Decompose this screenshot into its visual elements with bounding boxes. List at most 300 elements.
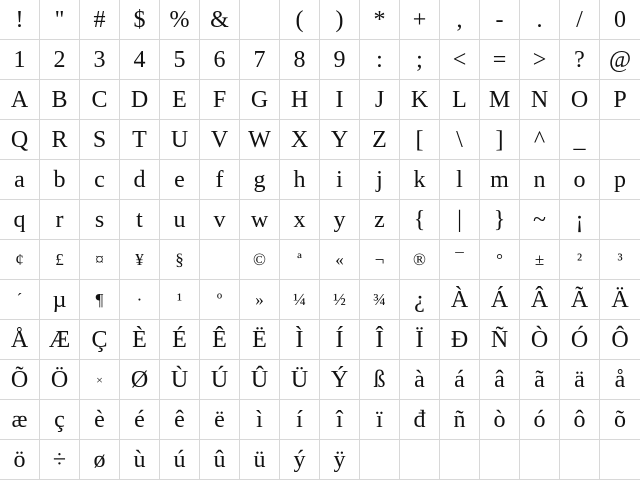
- glyph-cell[interactable]: [120, 40, 160, 80]
- glyph-cell[interactable]: [320, 320, 360, 360]
- glyph-cell[interactable]: [80, 160, 120, 200]
- glyph-cell[interactable]: [360, 160, 400, 200]
- glyph-character: 7: [253, 46, 266, 73]
- glyph-cell[interactable]: [40, 320, 80, 360]
- glyph-cell[interactable]: [600, 280, 640, 320]
- glyph-character: ¯: [455, 250, 464, 269]
- glyph-character: ÷: [52, 446, 67, 473]
- glyph-cell[interactable]: [480, 200, 520, 240]
- glyph-cell[interactable]: [240, 0, 280, 40]
- glyph-cell[interactable]: [0, 360, 40, 400]
- glyph-cell[interactable]: [480, 360, 520, 400]
- glyph-cell[interactable]: [320, 160, 360, 200]
- glyph-cell[interactable]: [160, 200, 200, 240]
- glyph-cell[interactable]: [280, 320, 320, 360]
- glyph-cell[interactable]: [560, 120, 600, 160]
- glyph-character: î: [336, 406, 343, 433]
- glyph-cell[interactable]: [440, 40, 480, 80]
- glyph-character: Q: [10, 126, 29, 153]
- glyph-cell[interactable]: [400, 320, 440, 360]
- glyph-cell[interactable]: [600, 440, 640, 480]
- glyph-character: ú: [173, 446, 186, 473]
- glyph-character: §: [175, 250, 184, 269]
- glyph-cell[interactable]: [480, 320, 520, 360]
- glyph-cell[interactable]: [360, 80, 400, 120]
- glyph-cell[interactable]: [440, 240, 480, 280]
- glyph-character: x: [293, 206, 306, 233]
- glyph-cell[interactable]: [560, 320, 600, 360]
- glyph-cell[interactable]: [280, 120, 320, 160]
- glyph-cell[interactable]: [0, 280, 40, 320]
- glyph-cell[interactable]: [480, 240, 520, 280]
- glyph-cell[interactable]: [80, 40, 120, 80]
- glyph-cell[interactable]: [560, 80, 600, 120]
- glyph-character: â: [494, 366, 505, 393]
- glyph-character: E: [172, 86, 187, 113]
- glyph-character: Z: [372, 126, 387, 153]
- glyph-character: S: [92, 126, 107, 153]
- glyph-character: H: [290, 86, 309, 113]
- glyph-cell[interactable]: [120, 440, 160, 480]
- glyph-cell[interactable]: [280, 160, 320, 200]
- glyph-cell[interactable]: [400, 40, 440, 80]
- glyph-cell[interactable]: [200, 400, 240, 440]
- glyph-cell[interactable]: [440, 440, 480, 480]
- glyph-character: å: [614, 366, 626, 393]
- glyph-cell[interactable]: [400, 160, 440, 200]
- glyph-character: X: [290, 126, 309, 153]
- glyph-cell[interactable]: [360, 120, 400, 160]
- glyph-cell[interactable]: [520, 0, 560, 40]
- glyph-cell[interactable]: [200, 440, 240, 480]
- glyph-character: k: [413, 166, 426, 193]
- glyph-cell[interactable]: [240, 200, 280, 240]
- glyph-cell[interactable]: [80, 200, 120, 240]
- glyph-character: đ: [413, 406, 426, 433]
- glyph-character: ä: [574, 366, 585, 393]
- glyph-cell[interactable]: [40, 160, 80, 200]
- glyph-cell[interactable]: [320, 120, 360, 160]
- glyph-cell[interactable]: [200, 360, 240, 400]
- glyph-cell[interactable]: [480, 0, 520, 40]
- glyph-cell[interactable]: [600, 40, 640, 80]
- glyph-cell[interactable]: [520, 440, 560, 480]
- glyph-cell[interactable]: [0, 240, 40, 280]
- glyph-cell[interactable]: [360, 280, 400, 320]
- glyph-cell[interactable]: [240, 240, 280, 280]
- glyph-cell[interactable]: [360, 400, 400, 440]
- glyph-cell[interactable]: [320, 80, 360, 120]
- glyph-character: ö: [13, 446, 26, 473]
- glyph-character: Ö: [50, 366, 69, 393]
- glyph-character: W: [248, 126, 271, 153]
- glyph-character: +: [412, 6, 427, 33]
- glyph-cell[interactable]: [160, 320, 200, 360]
- glyph-character: Æ: [48, 326, 71, 353]
- glyph-cell[interactable]: [120, 200, 160, 240]
- glyph-cell[interactable]: [400, 0, 440, 40]
- glyph-cell[interactable]: [520, 360, 560, 400]
- glyph-character: ý: [293, 446, 306, 473]
- glyph-cell[interactable]: [520, 200, 560, 240]
- glyph-character: O: [570, 86, 589, 113]
- glyph-cell[interactable]: [120, 160, 160, 200]
- glyph-character: Ñ: [490, 326, 509, 353]
- glyph-cell[interactable]: [440, 320, 480, 360]
- glyph-cell[interactable]: [40, 240, 80, 280]
- glyph-character: á: [454, 366, 465, 393]
- glyph-cell[interactable]: [120, 280, 160, 320]
- glyph-character: n: [533, 166, 546, 193]
- glyph-cell[interactable]: [80, 360, 120, 400]
- glyph-character: ¼: [293, 290, 306, 309]
- glyph-character: £: [55, 250, 64, 269]
- glyph-cell[interactable]: [0, 200, 40, 240]
- glyph-character: ë: [214, 406, 225, 433]
- glyph-cell[interactable]: [280, 0, 320, 40]
- glyph-cell[interactable]: [160, 40, 200, 80]
- glyph-cell[interactable]: [240, 440, 280, 480]
- glyph-cell[interactable]: [480, 160, 520, 200]
- glyph-cell[interactable]: [200, 40, 240, 80]
- glyph-cell[interactable]: [80, 0, 120, 40]
- glyph-cell[interactable]: [560, 160, 600, 200]
- glyph-character: ¹: [176, 290, 183, 309]
- glyph-cell[interactable]: [600, 200, 640, 240]
- glyph-cell[interactable]: [200, 0, 240, 40]
- glyph-cell[interactable]: [120, 80, 160, 120]
- glyph-cell[interactable]: [320, 280, 360, 320]
- glyph-cell[interactable]: [120, 400, 160, 440]
- glyph-cell[interactable]: [40, 200, 80, 240]
- glyph-cell[interactable]: [280, 440, 320, 480]
- glyph-character: ]: [495, 126, 504, 153]
- glyph-cell[interactable]: [480, 280, 520, 320]
- glyph-character: ): [335, 6, 344, 33]
- glyph-cell[interactable]: [120, 240, 160, 280]
- glyph-character: p: [614, 166, 626, 193]
- glyph-cell[interactable]: [200, 80, 240, 120]
- glyph-cell[interactable]: [600, 160, 640, 200]
- glyph-cell[interactable]: [560, 0, 600, 40]
- glyph-cell[interactable]: [360, 40, 400, 80]
- glyph-cell[interactable]: [0, 320, 40, 360]
- glyph-cell[interactable]: [240, 120, 280, 160]
- glyph-character: ò: [493, 406, 506, 433]
- glyph-cell[interactable]: [0, 0, 40, 40]
- glyph-cell[interactable]: [40, 280, 80, 320]
- glyph-cell[interactable]: [280, 360, 320, 400]
- glyph-cell[interactable]: [0, 40, 40, 80]
- glyph-cell[interactable]: [0, 440, 40, 480]
- glyph-character: ê: [174, 406, 185, 433]
- glyph-cell[interactable]: [520, 240, 560, 280]
- glyph-character: û: [213, 446, 226, 473]
- glyph-character: 6: [213, 46, 226, 73]
- glyph-cell[interactable]: [400, 120, 440, 160]
- glyph-cell[interactable]: [320, 200, 360, 240]
- glyph-cell[interactable]: [160, 280, 200, 320]
- glyph-character: Ì: [295, 326, 304, 353]
- glyph-cell[interactable]: [120, 120, 160, 160]
- glyph-cell[interactable]: [280, 240, 320, 280]
- glyph-cell[interactable]: [600, 80, 640, 120]
- glyph-cell[interactable]: [40, 40, 80, 80]
- glyph-cell[interactable]: [320, 400, 360, 440]
- glyph-cell[interactable]: [200, 200, 240, 240]
- glyph-character: C: [91, 86, 108, 113]
- glyph-cell[interactable]: [480, 400, 520, 440]
- glyph-cell[interactable]: [440, 360, 480, 400]
- glyph-cell[interactable]: [440, 200, 480, 240]
- glyph-character: t: [136, 206, 143, 233]
- glyph-cell[interactable]: [400, 200, 440, 240]
- glyph-character: 0: [614, 6, 626, 33]
- glyph-character: I: [335, 86, 344, 113]
- glyph-character: q: [13, 206, 26, 233]
- glyph-cell[interactable]: [480, 80, 520, 120]
- glyph-cell[interactable]: [440, 0, 480, 40]
- glyph-cell[interactable]: [200, 120, 240, 160]
- glyph-character: <: [452, 46, 467, 73]
- glyph-cell[interactable]: [600, 320, 640, 360]
- glyph-character: µ: [52, 286, 67, 313]
- glyph-character: ¡: [575, 206, 584, 233]
- glyph-cell[interactable]: [520, 120, 560, 160]
- glyph-character: $: [133, 6, 146, 33]
- glyph-character: |: [457, 206, 462, 233]
- glyph-character: P: [613, 86, 627, 113]
- glyph-cell[interactable]: [600, 120, 640, 160]
- glyph-cell[interactable]: [480, 120, 520, 160]
- glyph-character: !: [15, 6, 24, 33]
- glyph-character: A: [10, 86, 29, 113]
- glyph-cell[interactable]: [160, 0, 200, 40]
- glyph-cell[interactable]: [440, 160, 480, 200]
- glyph-cell[interactable]: [360, 240, 400, 280]
- glyph-cell[interactable]: [480, 440, 520, 480]
- glyph-character: ": [54, 6, 65, 33]
- glyph-character: Ï: [415, 326, 424, 353]
- glyph-cell[interactable]: [520, 40, 560, 80]
- glyph-character: D: [130, 86, 149, 113]
- glyph-character: à: [414, 366, 425, 393]
- glyph-character: ô: [573, 406, 586, 433]
- glyph-cell[interactable]: [520, 160, 560, 200]
- glyph-cell[interactable]: [80, 240, 120, 280]
- glyph-cell[interactable]: [440, 80, 480, 120]
- glyph-cell[interactable]: [80, 120, 120, 160]
- glyph-character: ª: [297, 250, 302, 269]
- glyph-character: ù: [133, 446, 146, 473]
- glyph-character: B: [51, 86, 68, 113]
- glyph-cell[interactable]: [600, 360, 640, 400]
- glyph-character: ?: [574, 46, 585, 73]
- glyph-cell[interactable]: [600, 240, 640, 280]
- glyph-cell[interactable]: [240, 40, 280, 80]
- glyph-character: z: [374, 206, 385, 233]
- glyph-cell[interactable]: [600, 400, 640, 440]
- glyph-character: ,: [456, 6, 463, 33]
- glyph-cell[interactable]: [320, 40, 360, 80]
- glyph-character: é: [134, 406, 145, 433]
- glyph-character: ñ: [453, 406, 466, 433]
- glyph-character: ø: [93, 446, 106, 473]
- glyph-cell[interactable]: [560, 40, 600, 80]
- glyph-cell[interactable]: [160, 400, 200, 440]
- glyph-cell[interactable]: [40, 360, 80, 400]
- glyph-character: ü: [253, 446, 266, 473]
- glyph-cell[interactable]: [360, 0, 400, 40]
- glyph-cell[interactable]: [160, 160, 200, 200]
- glyph-cell[interactable]: [240, 80, 280, 120]
- glyph-cell[interactable]: [400, 360, 440, 400]
- glyph-cell[interactable]: [40, 80, 80, 120]
- glyph-cell[interactable]: [0, 80, 40, 120]
- glyph-character: l: [456, 166, 463, 193]
- glyph-cell[interactable]: [80, 400, 120, 440]
- glyph-cell[interactable]: [560, 280, 600, 320]
- glyph-cell[interactable]: [0, 160, 40, 200]
- glyph-cell[interactable]: [240, 360, 280, 400]
- glyph-cell[interactable]: [400, 400, 440, 440]
- glyph-character: ;: [416, 46, 423, 73]
- glyph-cell[interactable]: [280, 200, 320, 240]
- glyph-cell[interactable]: [280, 40, 320, 80]
- glyph-character: e: [174, 166, 185, 193]
- glyph-cell[interactable]: [240, 320, 280, 360]
- glyph-cell[interactable]: [600, 0, 640, 40]
- glyph-cell[interactable]: [240, 160, 280, 200]
- glyph-cell[interactable]: [440, 280, 480, 320]
- glyph-character: U: [170, 126, 189, 153]
- glyph-character: ÿ: [333, 446, 346, 473]
- glyph-cell[interactable]: [320, 240, 360, 280]
- glyph-cell[interactable]: [200, 240, 240, 280]
- glyph-cell[interactable]: [520, 400, 560, 440]
- glyph-character: «: [335, 250, 344, 269]
- glyph-cell[interactable]: [0, 400, 40, 440]
- glyph-cell[interactable]: [320, 440, 360, 480]
- glyph-cell[interactable]: [40, 0, 80, 40]
- glyph-character: b: [53, 166, 66, 193]
- glyph-character: #: [93, 6, 106, 33]
- glyph-cell[interactable]: [240, 400, 280, 440]
- glyph-cell[interactable]: [160, 360, 200, 400]
- glyph-character: L: [452, 86, 467, 113]
- glyph-character: 5: [173, 46, 186, 73]
- glyph-cell[interactable]: [560, 360, 600, 400]
- glyph-character: N: [530, 86, 549, 113]
- glyph-cell[interactable]: [320, 0, 360, 40]
- glyph-character: Ò: [530, 326, 549, 353]
- glyph-character: ¤: [95, 250, 104, 269]
- glyph-character: ¢: [15, 250, 24, 269]
- glyph-cell[interactable]: [440, 120, 480, 160]
- glyph-cell[interactable]: [120, 360, 160, 400]
- glyph-cell[interactable]: [120, 0, 160, 40]
- glyph-character: 8: [293, 46, 306, 73]
- glyph-cell[interactable]: [80, 320, 120, 360]
- glyph-cell[interactable]: [560, 400, 600, 440]
- glyph-character: ã: [534, 366, 545, 393]
- glyph-cell[interactable]: [360, 200, 400, 240]
- glyph-cell[interactable]: [520, 80, 560, 120]
- glyph-cell[interactable]: [320, 360, 360, 400]
- glyph-character: [: [415, 126, 424, 153]
- glyph-character: ¿: [414, 286, 425, 313]
- glyph-character: 9: [333, 46, 346, 73]
- glyph-cell[interactable]: [560, 240, 600, 280]
- glyph-cell[interactable]: [280, 400, 320, 440]
- glyph-cell[interactable]: [40, 120, 80, 160]
- glyph-character: J: [374, 86, 385, 113]
- glyph-character: w: [250, 206, 269, 233]
- glyph-cell[interactable]: [120, 320, 160, 360]
- glyph-character: :: [376, 46, 383, 73]
- glyph-cell[interactable]: [160, 240, 200, 280]
- glyph-cell[interactable]: [160, 80, 200, 120]
- glyph-character: »: [255, 290, 264, 309]
- glyph-character: G: [250, 86, 269, 113]
- glyph-character: æ: [11, 406, 28, 433]
- glyph-character: ·: [136, 290, 143, 309]
- glyph-cell[interactable]: [0, 120, 40, 160]
- glyph-character: È: [132, 326, 147, 353]
- glyph-cell[interactable]: [480, 40, 520, 80]
- glyph-cell[interactable]: [280, 80, 320, 120]
- glyph-character: Í: [335, 326, 344, 353]
- glyph-cell[interactable]: [160, 120, 200, 160]
- glyph-cell[interactable]: [240, 280, 280, 320]
- glyph-cell[interactable]: [440, 400, 480, 440]
- glyph-cell[interactable]: [160, 440, 200, 480]
- glyph-cell[interactable]: [280, 280, 320, 320]
- glyph-cell[interactable]: [360, 440, 400, 480]
- glyph-cell[interactable]: [520, 320, 560, 360]
- glyph-character: ×: [96, 372, 103, 387]
- glyph-character: ¾: [373, 290, 386, 309]
- glyph-cell[interactable]: [200, 160, 240, 200]
- glyph-character: ¬: [374, 250, 385, 269]
- glyph-cell[interactable]: [400, 80, 440, 120]
- glyph-character: Â: [530, 286, 549, 313]
- glyph-cell[interactable]: [40, 440, 80, 480]
- glyph-cell[interactable]: [200, 280, 240, 320]
- glyph-cell[interactable]: [80, 280, 120, 320]
- glyph-cell[interactable]: [560, 200, 600, 240]
- glyph-character: ¥: [135, 250, 144, 269]
- glyph-cell[interactable]: [400, 280, 440, 320]
- glyph-character: ²: [576, 250, 583, 269]
- glyph-cell[interactable]: [560, 440, 600, 480]
- glyph-cell[interactable]: [520, 280, 560, 320]
- glyph-cell[interactable]: [80, 80, 120, 120]
- glyph-character: ´: [16, 290, 23, 309]
- glyph-cell[interactable]: [400, 240, 440, 280]
- glyph-cell[interactable]: [40, 400, 80, 440]
- glyph-cell[interactable]: [360, 360, 400, 400]
- glyph-cell[interactable]: [80, 440, 120, 480]
- glyph-character: &: [210, 6, 229, 33]
- glyph-character: {: [413, 206, 426, 233]
- glyph-cell[interactable]: [400, 440, 440, 480]
- glyph-character: Ê: [212, 326, 227, 353]
- glyph-cell[interactable]: [200, 320, 240, 360]
- glyph-cell[interactable]: [360, 320, 400, 360]
- glyph-character: Î: [375, 326, 384, 353]
- glyph-character: (: [295, 6, 304, 33]
